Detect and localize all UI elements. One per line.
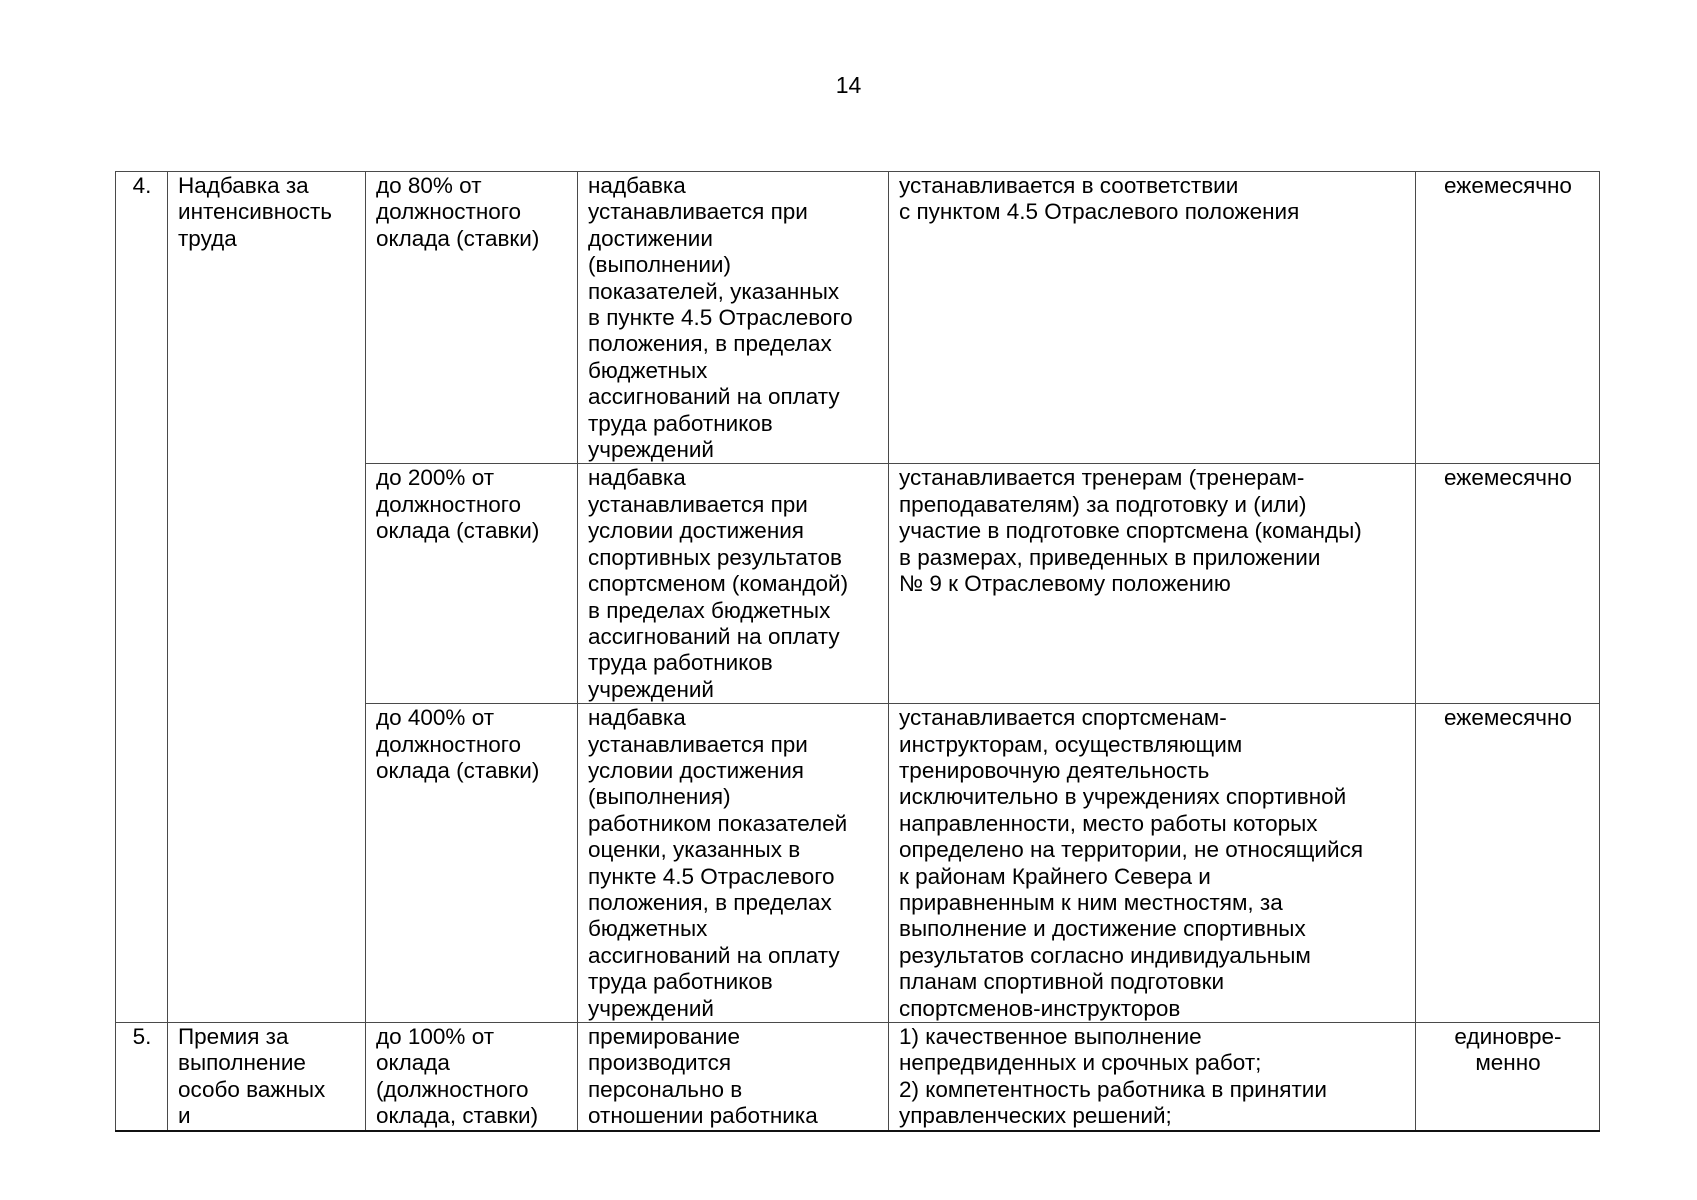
row-number-cell: 5. xyxy=(116,1023,168,1131)
frequency-cell: ежемесячно xyxy=(1416,704,1600,1023)
condition-cell: премирование производится персонально в отношении работника xyxy=(578,1023,889,1131)
table-row xyxy=(116,1023,1600,1131)
frequency-cell: ежемесячно xyxy=(1416,464,1600,704)
amount-cell: до 80% от должностного оклада (ставки) xyxy=(366,172,578,464)
criteria-cell: устанавливается спортсменам- инструкторам, осуществляющим тренировочную деятельность исключительно в учреждениях спортивной направленности, место работы которых определено на территории, не относящийся к районам Крайнего Севера и приравненным к ним местностям, за выполнение и достижение спортивных результатов согласно индивидуальным планам спортивной подготовки спортсменов-инструкторов xyxy=(889,704,1416,1023)
amount-cell: до 200% от должностного оклада (ставки) xyxy=(366,464,578,704)
row-number-cell: 4. xyxy=(116,172,168,1023)
amount-cell: до 100% от оклада (должностного оклада, ставки) xyxy=(366,1023,578,1131)
condition-cell: надбавка устанавливается при условии достижения (выполнения) работником показателей оценки, указанных в пункте 4.5 Отраслевого положения, в пределах бюджетных ассигнований на оплату труда работников учреждений xyxy=(578,704,889,1023)
allowances-table xyxy=(115,171,1600,1132)
page-number: 14 xyxy=(835,72,862,98)
frequency-cell: ежемесячно xyxy=(1416,172,1600,464)
criteria-cell: устанавливается тренерам (тренерам- преподавателям) за подготовку и (или) участие в подготовке спортсмена (команды) в размерах, приведенных в приложении № 9 к Отраслевому положению xyxy=(889,464,1416,704)
amount-cell: до 400% от должностного оклада (ставки) xyxy=(366,704,578,1023)
condition-cell: надбавка устанавливается при достижении (выполнении) показателей, указанных в пункте 4.5 Отраслевого положения, в пределах бюджетных ассигнований на оплату труда работников учреждений xyxy=(578,172,889,464)
criteria-cell: устанавливается в соответствии с пунктом 4.5 Отраслевого положения xyxy=(889,172,1416,464)
criteria-cell: 1) качественное выполнение непредвиденных и срочных работ; 2) компетентность работника в принятии управленческих решений; xyxy=(889,1023,1416,1131)
frequency-cell: единовре- менно xyxy=(1416,1023,1600,1131)
payment-name-cell: Надбавка за интенсивность труда xyxy=(168,172,366,1023)
payment-name-cell: Премия за выполнение особо важных и xyxy=(168,1023,366,1131)
table-row xyxy=(116,172,1600,464)
condition-cell: надбавка устанавливается при условии достижения спортивных результатов спортсменом (командой) в пределах бюджетных ассигнований на оплату труда работников учреждений xyxy=(578,464,889,704)
